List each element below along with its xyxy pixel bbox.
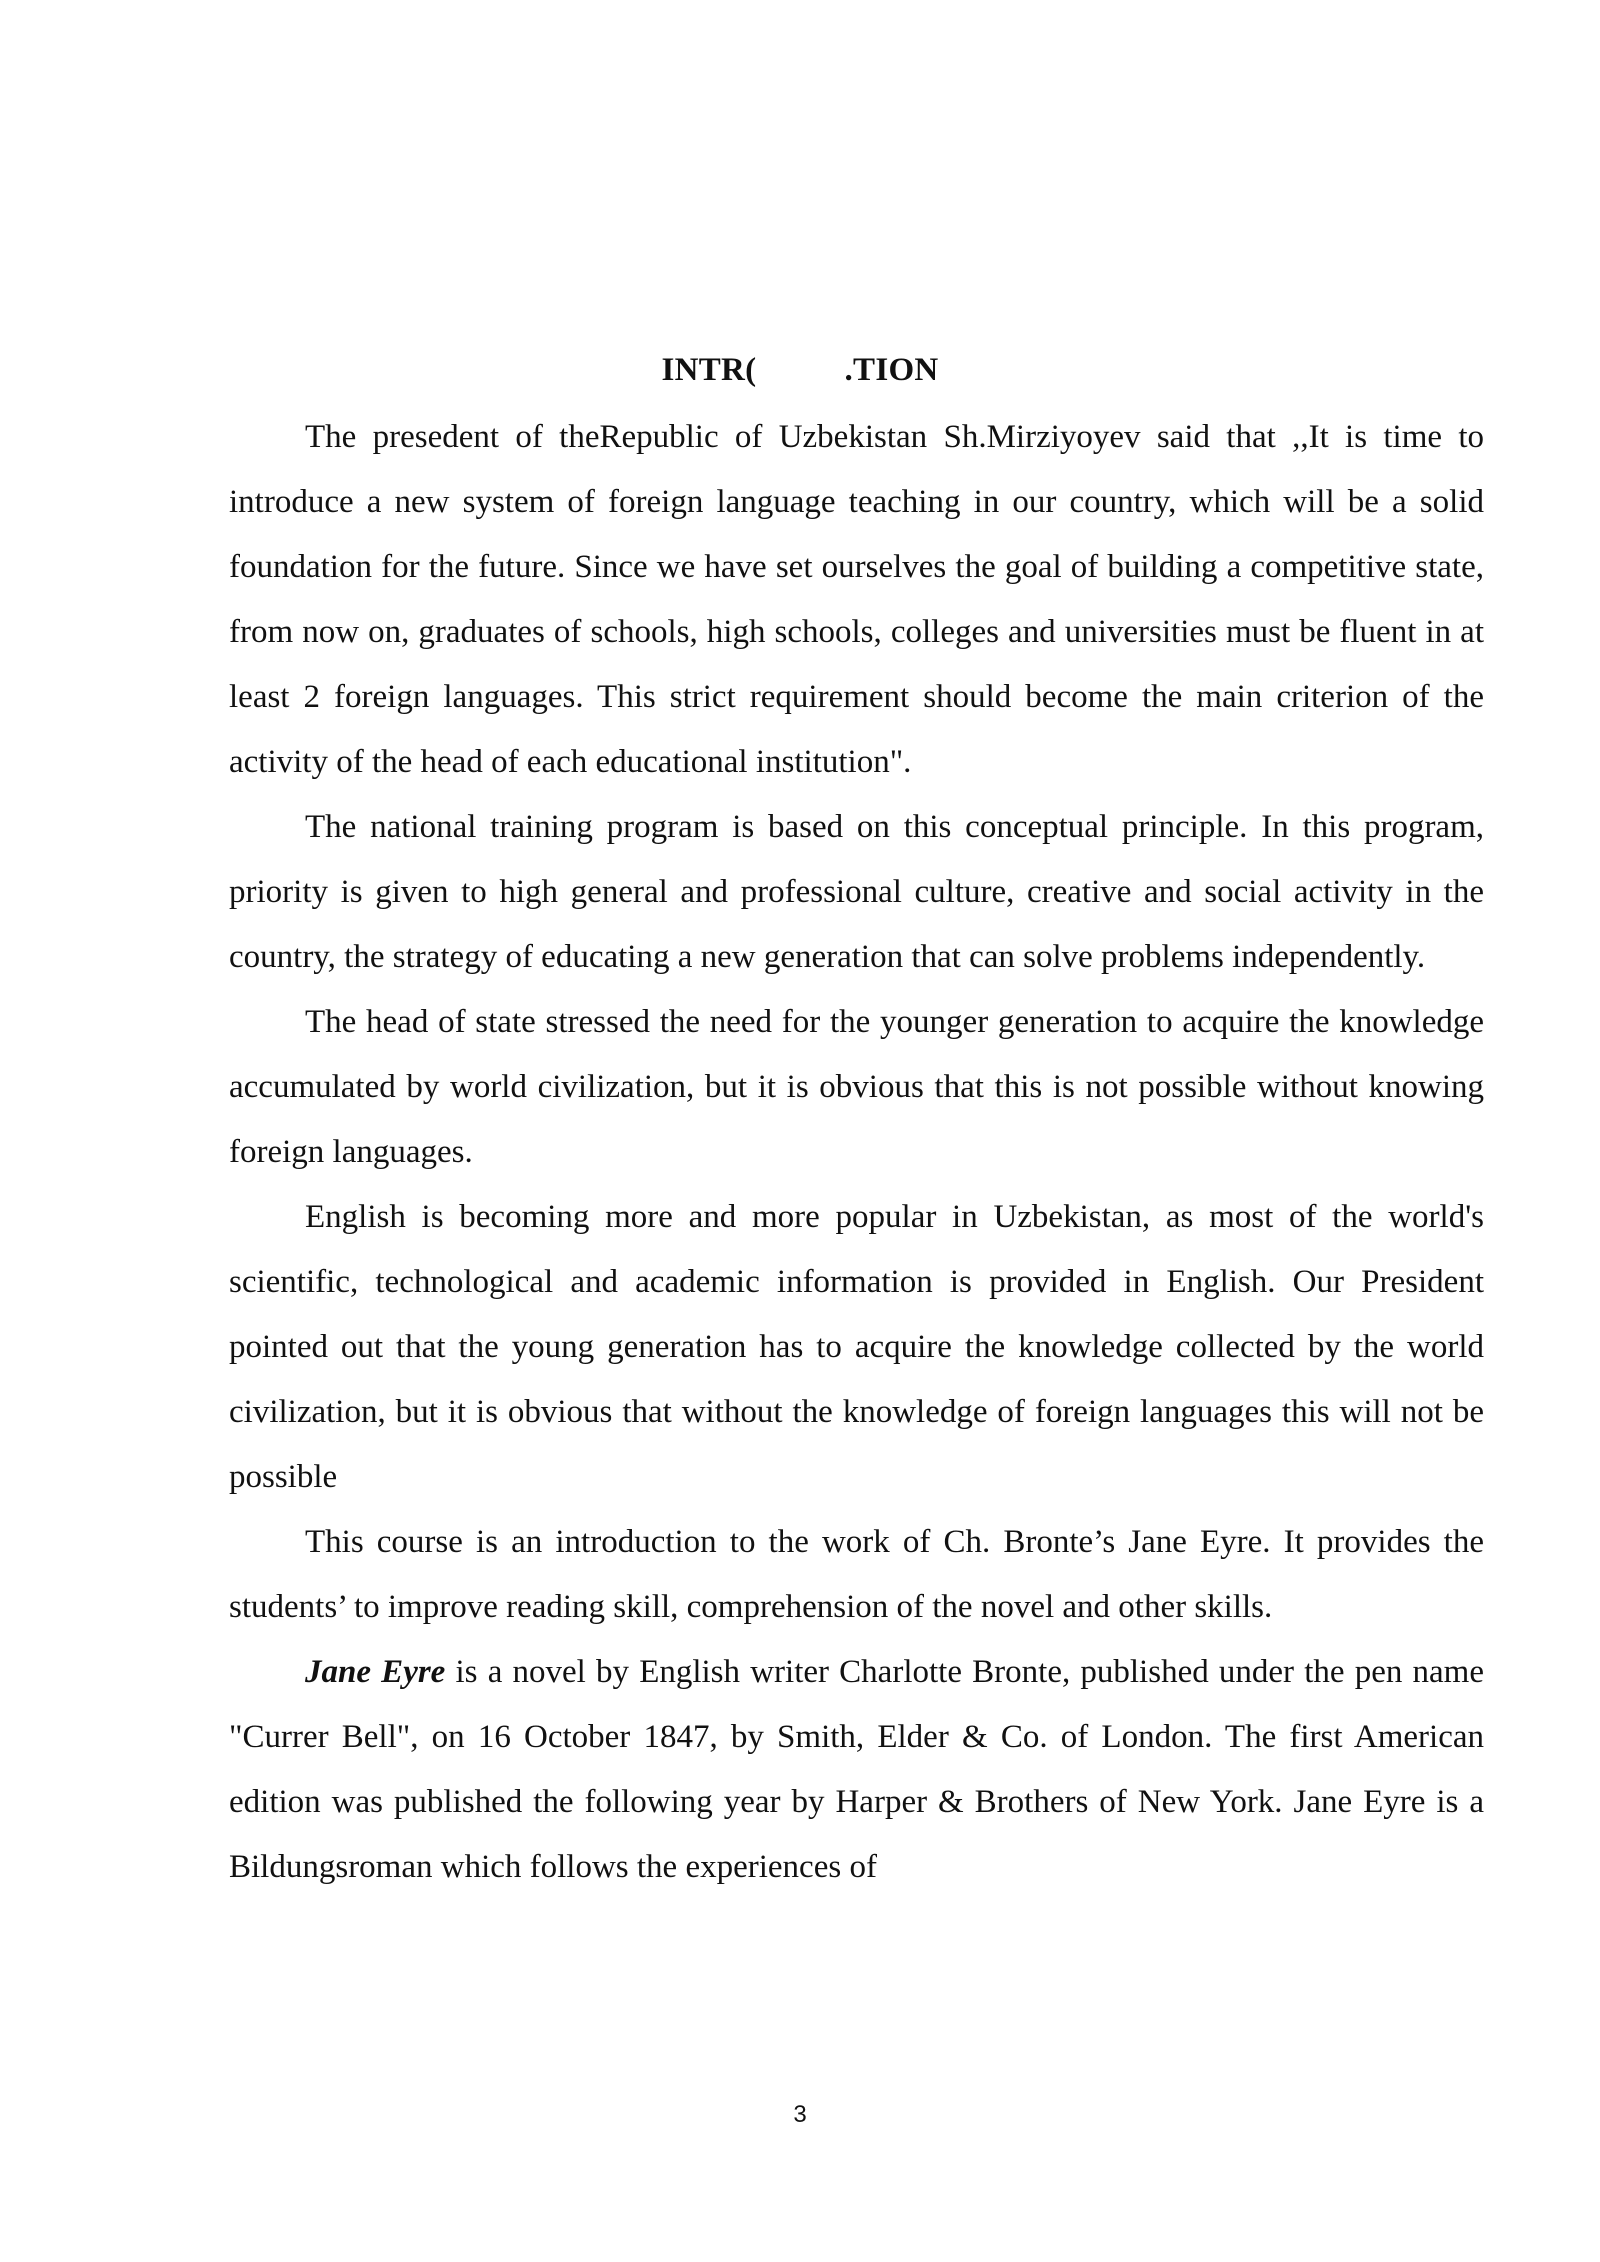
paragraph-head-of-state: The head of state stressed the need for the younger generation to acquire the knowledge accumulated by world civilization, but it is obvious that this is not possible without knowing foreign languages.: [229, 1004, 1484, 1170]
paragraph-jane-eyre: [229, 1640, 1484, 1900]
paragraph-national-program: The national training program is based on this conceptual principle. In this program, priority is given to high general and professional culture, creative and social activity in the country, the strategy of educating a new generation that can solve problems independently.: [229, 809, 1484, 975]
heading-fragment-right: .TION: [844, 352, 939, 388]
section-heading: [0, 343, 1600, 398]
paragraph-jane-eyre-text: is a novel by English writer Charlotte Bronte, published under the pen name "Currer Bell", on 16 October 1847, by Smith, Elder & Co. of London. The first American edition was published the following year by Harper & Brothers of New York. Jane Eyre is a Bildungsroman which follows the experiences of: [229, 1654, 1484, 1885]
paragraph-quote: The presedent of theRepublic of Uzbekistan Sh.Mirziyoyev said that ,,It is time to introduce a new system of foreign language teaching in our country, which will be a solid foundation for the future. Since we have set ourselves the goal of building a competitive state, from now on, graduates of schools, high schools, colleges and universities must be fluent in at least 2 foreign languages. This strict requirement should become the main criterion of the activity of the head of each educational institution".: [229, 419, 1484, 780]
paragraph-english-popularity: English is becoming more and more popular in Uzbekistan, as most of the world's scientific, technological and academic information is provided in English. Our President pointed out that the young generation has to acquire the knowledge collected by the world civilization, but it is obvious that without the knowledge of foreign languages this will not be possible: [229, 1199, 1484, 1495]
page-number: 3: [793, 2101, 807, 2128]
heading-fragment-left: INTR(: [661, 352, 757, 388]
paragraph-course-intro: This course is an introduction to the work of Ch. Bronte’s Jane Eyre. It provides the students’ to improve reading skill, comprehension of the novel and other skills.: [229, 1524, 1484, 1625]
heading-obscured-region: [756, 352, 844, 392]
body-text: [229, 405, 1484, 1900]
novel-title-emphasis: Jane Eyre: [305, 1654, 446, 1690]
